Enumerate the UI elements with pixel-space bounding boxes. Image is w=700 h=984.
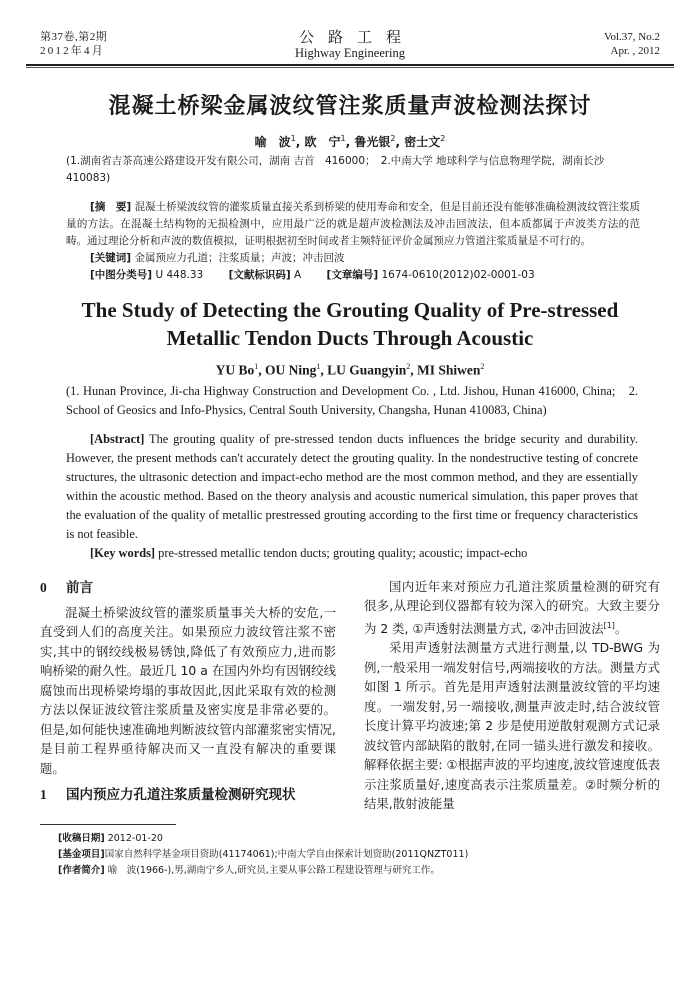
body-column-left — [40, 577, 336, 807]
footnote-fund — [58, 847, 660, 863]
journal-name-en: Highway Engineering — [294, 46, 406, 60]
paragraph — [364, 577, 660, 639]
author-cn-sup: 2 — [390, 134, 396, 143]
author-en-sup: 2 — [406, 362, 411, 371]
fund-value: 国家自然科学基金项目资助(41174061);中南大学自由探索计划资助(2011QNZT011) — [104, 848, 469, 860]
date-cn: 2012年4月 — [40, 45, 105, 57]
authors-cn: 喻 波$^1$, 欧 宁$^1$, 鲁光银$^2$, 密士文$^2$ — [254, 134, 446, 149]
received-label: [收稿日期] — [58, 832, 105, 844]
article-no-label: [文章编号] — [326, 269, 379, 281]
body-columns — [40, 577, 660, 814]
section-heading-1 — [40, 784, 336, 806]
author-bio-label: [作者简介] — [58, 864, 105, 876]
clc-value: U 448.33 — [155, 269, 204, 281]
paragraph: 采用声透射法测量方式进行测量,以 TD-BWG 为例,一般采用一端发射信号,两端接收的方法。测量方式如图 1 所示。首先是用声透射法测量波纹管的平均速度。一端发射,另一端接收,测量声波走时,结合波纹管长度计算平均波速;第 2 步是使用逆散射观测方式记录波纹管内部缺陷的散射,在同一锚头进行激发和接收。解释依据主要: ①根据声波的平均速度,波纹管速度低表示注浆质量好,速度高表示注浆质量差。②时频分析的结果,散射波能量 — [364, 640, 660, 812]
running-header — [40, 30, 660, 62]
section-number: 0 — [40, 579, 47, 595]
clc-label: [中图分类号] — [90, 269, 153, 281]
abstract-en-label: [Abstract] — [90, 431, 145, 446]
header-left — [40, 30, 107, 58]
volume-issue-en: Vol.37, No.2 — [603, 31, 660, 43]
title-cn: 混凝土桥梁金属波纹管注浆质量声波检测法探讨 — [108, 94, 592, 119]
abstract-en-text: The grouting quality of pre-stressed tendon ducts influences the bridge security and durability. However, the present methods can't accurately detect the grouting quality. In the nondestructive testing of concrete structures, the ultrasonic detection and impact-echo method are the most common method, and they are essentially within the acoustic method. Based on the theory analysis and acoustic numerical simulation, this paper proves that the evaluation of the quality of metallic prestressed grouting according to the first time or frequency characteristics is not feasible. — [66, 431, 638, 541]
title-en — [40, 296, 660, 352]
footnote-author — [58, 863, 660, 879]
keywords-en — [90, 544, 638, 563]
paragraph: 混凝土桥梁波纹管的灌浆质量事关大桥的安危,一直受到人们的高度关注。如果预应力波纹管注浆不密实,其中的钢绞线极易锈蚀,降低了有效预应力,进而影响桥梁的耐久性。最近几 10 a 在国内外均有因钢绞线腐蚀而出现桥梁垮塌的事故因此,因此采取有效的检测方法以保证波纹管注浆质量及密实度是非常必要的。但是,如何能快速准确地判断波纹管内部灌浆密实情况,是目前工程界亟待解决而又一直没有解决的重要课题。 — [40, 604, 336, 776]
paragraph-end: 。 — [614, 620, 628, 636]
author-cn: 喻 波 — [254, 135, 291, 149]
authors-en: YU Bo$^1$, OU Ning$^1$, LU Guangyin$^2$, MI Shiwen$^2$ — [215, 362, 485, 378]
doc-code-label: [文献标识码] — [228, 269, 291, 281]
affiliation-en: (1. Hunan Province, Ji-cha Highway Construction and Development Co. , Ltd. Jishou, Hunan 416000, China; 2. School of Geosics and Info-Physics, Central South University, Changsha, Hunan 410083, China) — [66, 383, 638, 417]
abstract-en — [66, 430, 638, 544]
footnote-rule — [40, 824, 176, 825]
author-en: OU Ning — [264, 362, 317, 378]
title-en-line2: Metallic Tendon Ducts Through Acoustic — [166, 326, 534, 350]
affiliation-cn: (1.湖南省吉茶高速公路建设开发有限公司，湖南 吉首 416000； 2.中南大学 地球科学与信息物理学院，湖南长沙 410083) — [66, 155, 615, 184]
header-rule — [26, 64, 674, 68]
classification-line — [90, 267, 640, 284]
header-center — [160, 30, 540, 61]
author-cn: 密士文 — [404, 135, 441, 149]
author-bio-value: 喻 波(1966-),男,湖南宁乡人,研究员,主要从事公路工程建设管理与研究工作。 — [107, 864, 440, 876]
volume-issue-cn: 第37卷,第2期 — [40, 31, 108, 43]
fund-label: [基金项目] — [58, 848, 105, 860]
keywords-en-text: pre-stressed metallic tendon ducts; grouting quality; acoustic; impact-echo — [155, 545, 528, 560]
paragraph-text: 国内近年来对预应力孔道注浆质量检测的研究有很多,从理论到仪器都有较为深入的研究。大致主要分为 2 类, ①声透射法测量方式, ②冲击回波法 — [364, 578, 660, 636]
footnote-received — [58, 831, 660, 847]
author-cn: 鲁光银 — [354, 135, 391, 149]
author-en: MI Shiwen — [417, 362, 481, 378]
received-value: 2012-01-20 — [107, 832, 163, 844]
author-en-sup: 1 — [316, 362, 321, 371]
author-en: YU Bo — [215, 362, 255, 378]
author-cn-sup: 1 — [290, 134, 296, 143]
body-column-right — [364, 577, 660, 814]
date-en: Apr. , 2012 — [610, 45, 660, 57]
section-title: 前言 — [66, 579, 93, 596]
section-heading-0 — [40, 577, 336, 599]
header-right — [604, 30, 660, 58]
citation-ref: [1] — [603, 620, 615, 630]
abstract-cn — [66, 199, 640, 250]
keywords-en-label: [Key words] — [90, 545, 156, 560]
abstract-cn-text: 混凝土桥梁波纹管的灌浆质量直接关系到桥梁的使用寿命和安全，但是目前还没有能够准确检测波纹管注浆质量的方法。在混凝土结构物的无损检测中，应用最广泛的就是超声波检测法及冲击回波法，但本质都属于声波类方法的范畴。通过理论分析和声波的数值模拟，证明根据初至时间或者主频特征评价金属预应力管道注浆质量是不可行的。 — [66, 201, 640, 247]
author-en: LU Guangyin — [327, 362, 407, 378]
article-no-value: 1674-0610(2012)02-0001-03 — [381, 269, 535, 281]
author-cn-sup: 1 — [340, 134, 346, 143]
author-en-sup: 1 — [254, 362, 259, 371]
section-title: 国内预应力孔道注浆质量检测研究现状 — [66, 787, 296, 803]
author-cn: 欧 宁 — [304, 135, 341, 149]
keywords-cn-text: 金属预应力孔道；注浆质量；声波；冲击回波 — [134, 252, 345, 264]
keywords-cn-label: [关键词] — [90, 252, 132, 264]
author-en-sup: 2 — [480, 362, 485, 371]
abstract-cn-label: [摘 要] — [90, 201, 132, 213]
footnote-block — [40, 824, 660, 879]
journal-name-cn: 公路工程 — [298, 30, 415, 46]
doc-code-value: A — [294, 269, 302, 281]
footnotes — [58, 831, 660, 879]
section-number: 1 — [40, 787, 47, 802]
author-cn-sup: 2 — [440, 134, 446, 143]
title-en-line1: The Study of Detecting the Grouting Quality of Pre-stressed — [81, 298, 619, 322]
keywords-cn — [90, 250, 640, 267]
